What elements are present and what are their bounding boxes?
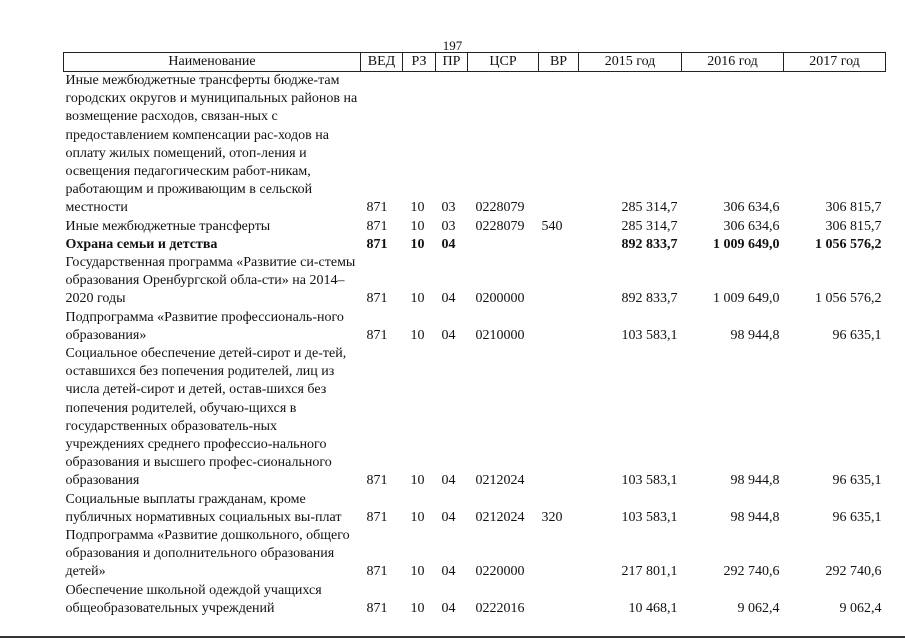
budget-table <box>63 52 886 618</box>
table-row <box>64 345 886 491</box>
header-pr: ПР <box>436 53 468 72</box>
header-2016: 2016 год <box>682 53 784 72</box>
row-name: Государственная программа «Развитие си-стемы образования Оренбургской обла-сти» на 2014–2020 годы <box>65 255 356 307</box>
row-rz: 10 <box>410 600 425 616</box>
row-name: Социальное обеспечение детей-сирот и де-тей, оставшихся без попечения родителей, лиц из числа детей-сирот и детей, остав-шихся без попечения родителей, обучаю-щихся в государственных образователь-ных учреждениях среднего профессио-нального образования и высшего профес-сионального образования <box>65 346 347 489</box>
row-csr: 0210000 <box>475 327 525 343</box>
row-vr <box>539 254 579 309</box>
row-ved: 871 <box>366 327 388 343</box>
row-value-2017: 1 056 576,2 <box>815 291 882 307</box>
row-value-2016: 1 009 649,0 <box>713 291 780 307</box>
row-ved: 871 <box>366 200 388 216</box>
row-value-2017: 96 635,1 <box>832 327 882 343</box>
table-body <box>64 72 886 619</box>
row-rz: 10 <box>410 200 425 216</box>
row-vr: 320 <box>541 509 563 525</box>
row-value-2017: 292 740,6 <box>825 564 882 580</box>
row-value-2017: 306 815,7 <box>825 218 882 234</box>
row-value-2016: 9 062,4 <box>737 600 780 616</box>
row-name: Подпрограмма «Развитие дошкольного, общего образования и дополнительного образования детей» <box>65 528 350 580</box>
row-rz: 10 <box>410 327 425 343</box>
row-value-2015: 892 833,7 <box>621 236 678 252</box>
row-value-2017: 9 062,4 <box>839 600 882 616</box>
row-value-2017: 1 056 576,2 <box>815 236 882 252</box>
row-ved: 871 <box>366 509 388 525</box>
row-rz: 10 <box>410 291 425 307</box>
row-value-2016: 292 740,6 <box>723 564 780 580</box>
row-ved: 871 <box>366 600 388 616</box>
row-vr <box>539 527 579 582</box>
row-csr <box>468 236 539 254</box>
row-csr: 0212024 <box>475 473 525 489</box>
row-csr: 0222016 <box>475 600 525 616</box>
row-value-2015: 285 314,7 <box>621 200 678 216</box>
row-pr: 03 <box>441 200 456 216</box>
row-rz: 10 <box>410 473 425 489</box>
row-pr: 04 <box>441 509 456 525</box>
header-name: Наименование <box>64 53 361 72</box>
header-2017: 2017 год <box>784 53 886 72</box>
row-value-2015: 103 583,1 <box>621 509 678 525</box>
row-value-2016: 98 944,8 <box>730 473 780 489</box>
row-value-2015: 103 583,1 <box>621 473 678 489</box>
row-vr <box>539 72 579 218</box>
row-vr <box>539 345 579 491</box>
row-vr: 540 <box>541 218 563 234</box>
header-vr: ВР <box>539 53 579 72</box>
row-vr <box>539 236 579 254</box>
row-vr <box>539 582 579 618</box>
page-number: 197 <box>442 38 463 53</box>
header-csr: ЦСР <box>468 53 539 72</box>
row-value-2015: 285 314,7 <box>621 218 678 234</box>
row-csr: 0212024 <box>475 509 525 525</box>
row-pr: 04 <box>441 327 456 343</box>
row-csr: 0220000 <box>475 564 525 580</box>
row-csr: 0228079 <box>475 200 525 216</box>
table-row <box>64 491 886 527</box>
row-rz: 10 <box>410 509 425 525</box>
row-name: Иные межбюджетные трансферты бюдже-там городских округов и муниципальных районов на возмещение расходов, связан-ных с предоставлением компенсации рас-ходов на оплату жилых помещений, отоп-ления и освещения педагогическим работ-никам, работающим и проживающим в сельской местности <box>65 73 358 216</box>
row-value-2015: 892 833,7 <box>621 291 678 307</box>
row-rz: 10 <box>410 236 425 252</box>
row-name: Иные межбюджетные трансферты <box>65 218 271 234</box>
row-value-2017: 306 815,7 <box>825 200 882 216</box>
row-pr: 04 <box>441 236 456 252</box>
table-row <box>64 309 886 345</box>
row-value-2016: 98 944,8 <box>730 509 780 525</box>
row-value-2016: 306 634,6 <box>723 218 780 234</box>
row-pr: 04 <box>441 600 456 616</box>
table-row <box>64 236 886 254</box>
row-rz: 10 <box>410 218 425 234</box>
row-rz: 10 <box>410 564 425 580</box>
row-pr: 04 <box>441 291 456 307</box>
row-name: Обеспечение школьной одеждой учащихся общеобразовательных учреждений <box>65 582 322 616</box>
row-value-2017: 96 635,1 <box>832 473 882 489</box>
row-name: Подпрограмма «Развитие профессиональ-ного образования» <box>65 309 344 343</box>
table-row <box>64 254 886 309</box>
table-header-row <box>64 53 886 72</box>
row-ved: 871 <box>366 236 388 252</box>
row-value-2017: 96 635,1 <box>832 509 882 525</box>
row-value-2016: 98 944,8 <box>730 327 780 343</box>
row-vr <box>539 309 579 345</box>
header-rz: РЗ <box>403 53 436 72</box>
table-row <box>64 72 886 218</box>
row-value-2016: 306 634,6 <box>723 200 780 216</box>
table-row <box>64 218 886 236</box>
row-value-2015: 10 468,1 <box>628 600 678 616</box>
row-value-2015: 217 801,1 <box>621 564 678 580</box>
header-2015: 2015 год <box>579 53 682 72</box>
header-ved: ВЕД <box>361 53 403 72</box>
row-ved: 871 <box>366 218 388 234</box>
row-ved: 871 <box>366 473 388 489</box>
page-bottom-rule <box>0 636 905 638</box>
row-csr: 0228079 <box>475 218 525 234</box>
table-row <box>64 527 886 582</box>
row-pr: 04 <box>441 564 456 580</box>
row-pr: 03 <box>441 218 456 234</box>
row-csr: 0200000 <box>475 291 525 307</box>
table-row <box>64 582 886 618</box>
row-value-2015: 103 583,1 <box>621 327 678 343</box>
row-pr: 04 <box>441 473 456 489</box>
row-name: Охрана семьи и детства <box>65 236 218 252</box>
row-ved: 871 <box>366 291 388 307</box>
row-name: Социальные выплаты гражданам, кроме публичных нормативных социальных вы-плат <box>65 491 342 525</box>
row-value-2016: 1 009 649,0 <box>713 236 780 252</box>
row-ved: 871 <box>366 564 388 580</box>
